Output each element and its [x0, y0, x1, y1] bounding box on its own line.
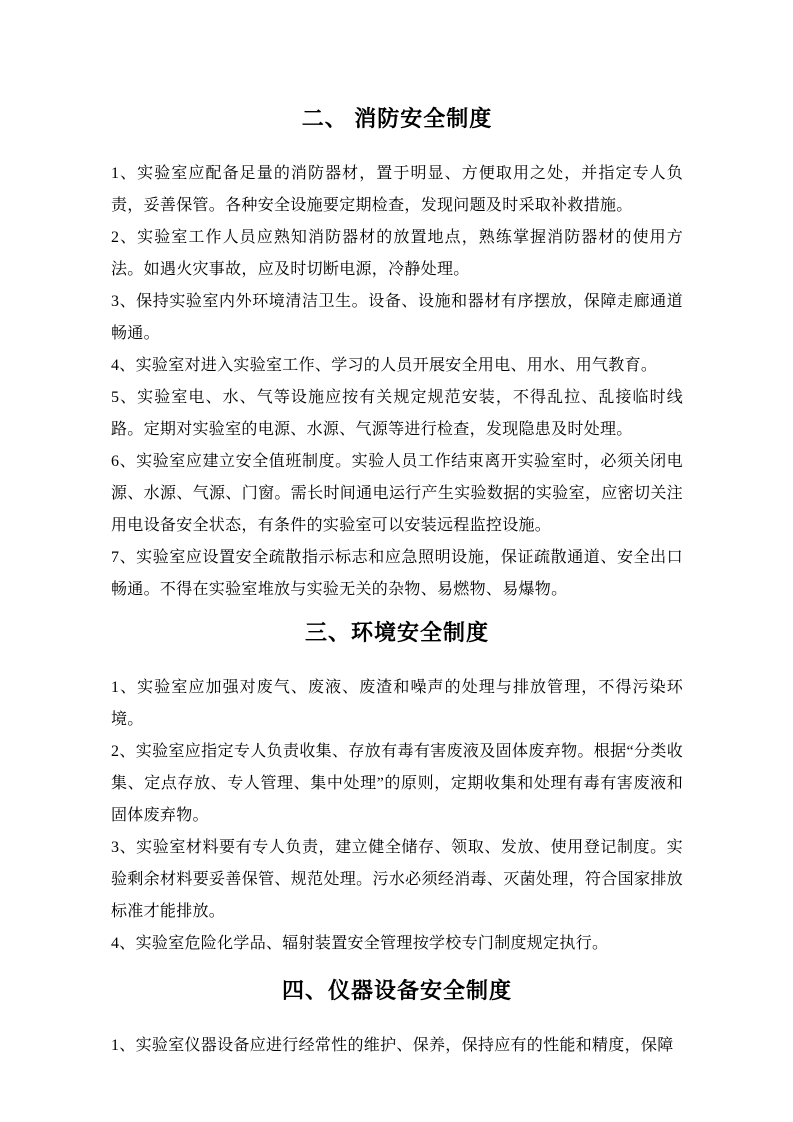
environment-safety-item-2: 2、实验室应指定专人负责收集、存放有毒有害废液及固体废弃物。根据“分类收集、定点存放、专人管理、集中处理”的原则，定期收集和处理有毒有害废液和固体废弃物。 — [111, 743, 683, 824]
fire-safety-item-4: 4、实验室对进入实验室工作、学习的人员开展安全用电、用水、用气教育。 — [111, 357, 658, 374]
environment-safety-item-3: 3、实验室材料要有专人负责，建立健全储存、领取、发放、使用登记制度。实验剩余材料要妥善保管、规范处理。污水必须经消毒、灭菌处理，符合国家排放标准才能排放。 — [111, 839, 683, 920]
fire-safety-item-7: 7、实验室应设置安全疏散指示标志和应急照明设施，保证疏散通道、安全出口畅通。不得在实验室堆放与实验无关的杂物、易燃物、易爆物。 — [111, 549, 683, 598]
equipment-safety-item-1: 1、实验室仪器设备应进行经常性的维护、保养，保持应有的性能和精度，保障 — [111, 1037, 674, 1054]
section-title-environment-safety: 三、环境安全制度 — [304, 620, 489, 645]
fire-safety-item-5: 5、实验室电、水、气等设施应按有关规定规范安装，不得乱拉、乱接临时线路。定期对实验室的电源、水源、气源等进行检查，发现隐患及时处理。 — [111, 389, 683, 438]
environment-safety-item-1: 1、实验室应加强对废气、废液、废渣和噪声的处理与排放管理，不得污染环境。 — [111, 679, 683, 728]
fire-safety-item-1: 1、实验室应配备足量的消防器材，置于明显、方便取用之处，并指定专人负责，妥善保管。各种安全设施要定期检查，发现问题及时采取补救措施。 — [111, 165, 683, 214]
section-title-fire-safety: 二、 消防安全制度 — [301, 106, 493, 131]
fire-safety-item-6: 6、实验室应建立安全值班制度。实验人员工作结束离开实验室时，必须关闭电源、水源、气源、门窗。需长时间通电运行产生实验数据的实验室，应密切关注用电设备安全状态，有条件的实验室可以安装远程监控设施。 — [111, 453, 683, 534]
fire-safety-item-3: 3、保持实验室内外环境清洁卫生。设备、设施和器材有序摆放，保障走廊通道畅通。 — [111, 293, 683, 342]
section-title-equipment-safety: 四、仪器设备安全制度 — [281, 978, 512, 1003]
fire-safety-item-2: 2、实验室工作人员应熟知消防器材的放置地点，熟练掌握消防器材的使用方法。如遇火灾事故，应及时切断电源，冷静处理。 — [111, 229, 683, 278]
environment-safety-item-4: 4、实验室危险化学品、辐射装置安全管理按学校专门制度规定执行。 — [111, 935, 609, 952]
